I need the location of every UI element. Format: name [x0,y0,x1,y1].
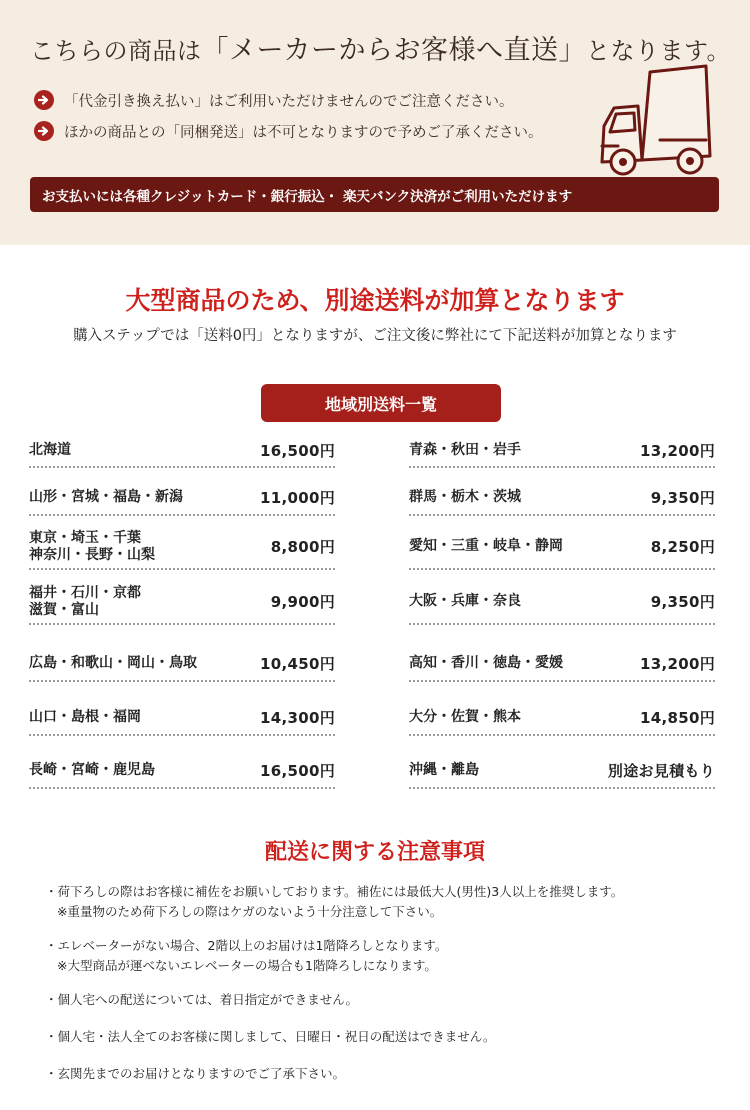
region-name: 東京・埼玉・千葉 神奈川・長野・山梨 [29,529,155,563]
extra-shipping-description: 購入ステップでは「送料0円」となりますが、ご注文後に弊社にて下記送料が加算となります [73,328,677,344]
shipping-price: 9,350円 [650,488,715,507]
shipping-price: 13,200円 [640,654,715,673]
shipping-price: 16,500円 [260,441,335,460]
region-name: 愛知・三重・岐阜・静岡 [409,538,563,554]
shipping-price: 11,000円 [260,488,335,507]
shipping-row [29,700,335,736]
shipping-price: 8,250円 [650,538,715,556]
banner-title-suffix: となります。 [585,37,732,65]
delivery-note [45,936,447,976]
region-name: 山形・宮城・福島・新潟 [29,488,183,505]
region-name: 青森・秋田・岩手 [409,441,521,458]
shipping-price: 8,800円 [270,538,335,556]
region-name: 福井・石川・京都 滋賀・富山 [29,584,141,618]
shipping-price: 13,200円 [640,441,715,460]
shipping-price: 別途お見積もり [607,761,715,780]
shipping-row [29,753,335,789]
region-name: 沖縄・離島 [409,761,479,778]
extra-shipping-heading: 大型商品のため、別途送料が加算となります [125,286,625,315]
shipping-row [409,646,715,682]
shipping-row [409,480,715,516]
shipping-price: 10,450円 [260,654,335,673]
shipping-row [409,753,715,789]
region-name: 群馬・栃木・茨城 [409,488,521,505]
note-subtext: ※大型商品が運べないエレベーターの場合も1階降ろしになります。 [57,958,437,973]
delivery-truck-icon [598,60,718,178]
direct-shipping-banner [0,0,750,245]
shipping-row [29,480,335,516]
delivery-note [45,1027,496,1047]
arrow-circle-icon [34,90,54,110]
regional-shipping-table-label: 地域別送料一覧 [261,384,501,422]
notice-text: ほかの商品との「同梱発送」は不可となりますので予めご了承ください。 [64,124,543,141]
region-name: 広島・和歌山・岡山・鳥取 [29,654,197,671]
shipping-price: 9,350円 [650,593,715,611]
region-name: 高知・香川・徳島・愛媛 [409,654,563,671]
shipping-row [29,646,335,682]
shipping-price: 9,900円 [270,593,335,611]
region-name: 大阪・兵庫・奈良 [409,593,521,609]
note-text: ・個人宅・法人全てのお客様に関しまして、日曜日・祝日の配送はできません。 [45,1029,496,1044]
notice-text: 「代金引き換え払い」はご利用いただけませんのでご注意ください。 [64,93,514,110]
region-name: 北海道 [29,441,71,458]
shipping-row [409,434,715,468]
shipping-row [409,700,715,736]
region-name: 山口・島根・福岡 [29,708,141,725]
delivery-note [45,990,358,1010]
delivery-note [45,1064,345,1084]
arrow-circle-icon [34,121,54,141]
notice-bundle-unavailable [34,119,543,143]
shipping-price: 14,300円 [260,708,335,727]
shipping-row [409,525,715,570]
shipping-price: 16,500円 [260,761,335,780]
delivery-notes-heading: 配送に関する注意事項 [264,840,485,865]
delivery-note [45,882,623,922]
note-text: ・荷下ろしの際はお客様に補佐をお願いしております。補佐には最低大人(男性)3人以上を推奨します。 [45,884,624,899]
note-text: ・エレベーターがない場合、2階以上のお届けは1階降ろしとなります。 [45,938,448,953]
note-subtext: ※重量物のため荷下ろしの際はケガのないよう十分注意して下さい。 [57,904,443,919]
banner-title-highlight: 「メーカーからお客様へ直送」 [201,35,586,66]
banner-title-prefix: こちらの商品は [30,37,202,65]
shipping-row [29,525,335,570]
region-name: 大分・佐賀・熊本 [409,708,521,725]
payment-methods-bar: お支払いには各種クレジットカード・銀行振込・ 楽天バンク決済がご利用いただけます [30,177,719,212]
note-text: ・個人宅への配送については、着日指定ができません。 [45,992,359,1007]
shipping-row [29,580,335,625]
shipping-price: 14,850円 [640,708,715,727]
note-text: ・玄関先までのお届けとなりますのでご了承下さい。 [45,1066,346,1081]
shipping-row [29,434,335,468]
shipping-row [409,580,715,625]
notice-cod-unavailable [34,88,514,112]
region-name: 長崎・宮崎・鹿児島 [29,761,155,778]
